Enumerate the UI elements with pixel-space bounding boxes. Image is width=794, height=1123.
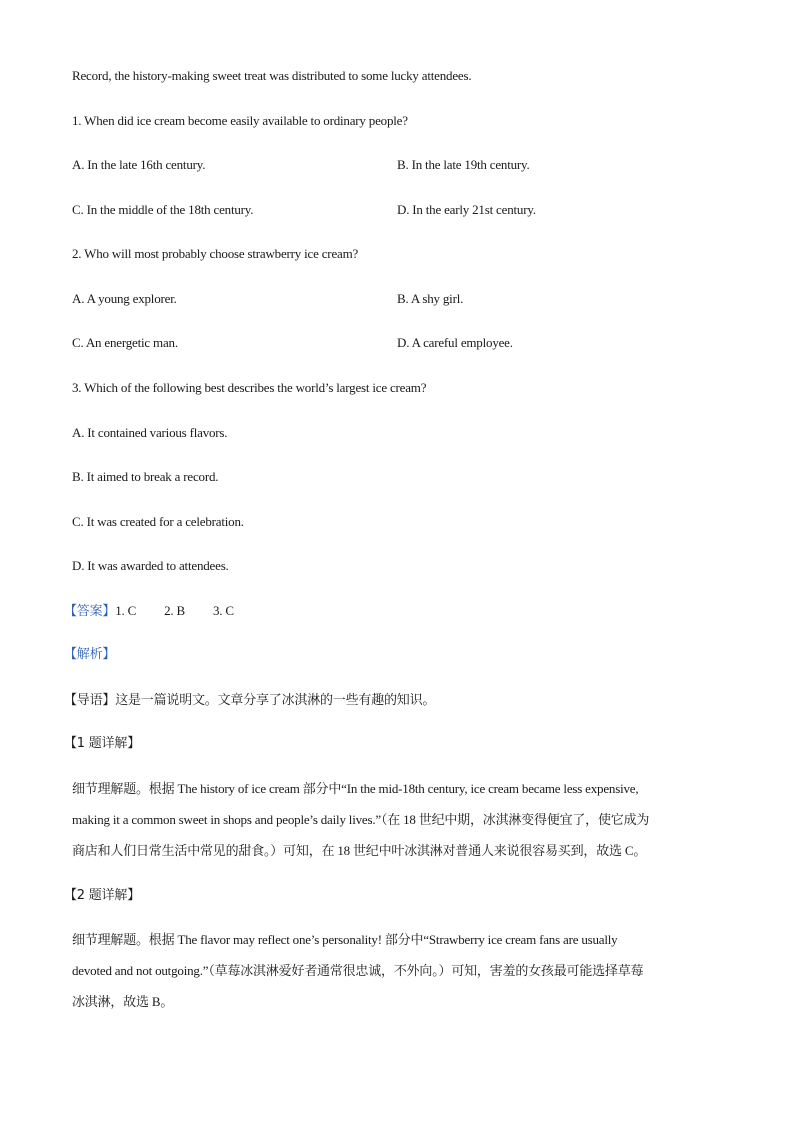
question-3-option-a: A. It contained various flavors. bbox=[72, 425, 228, 440]
question-1-option-d: D. In the early 21st century. bbox=[397, 202, 536, 217]
answer-item-2: 2. B bbox=[164, 603, 185, 618]
detail-2-line-1: 细节理解题。根据 The flavor may reflect one’s personality! 部分中“Strawberry ice cream fans are usually bbox=[72, 932, 618, 947]
question-1-stem: 1. When did ice cream become easily available to ordinary people? bbox=[72, 113, 408, 128]
question-1-option-b: B. In the late 19th century. bbox=[397, 157, 530, 172]
question-3-option-d: D. It was awarded to attendees. bbox=[72, 558, 229, 573]
detail-2-line-2: devoted and not outgoing.”（草莓冰淇淋爱好者通常很忠诚，不外向。）可知，害羞的女孩最可能选择草莓 bbox=[72, 963, 644, 978]
question-2-option-b: B. A shy girl. bbox=[397, 291, 464, 306]
answer-item-1: 1. C bbox=[115, 603, 137, 618]
detail-1-label: 【1 题详解】 bbox=[64, 736, 141, 751]
intro-line: Record, the history-making sweet treat was distributed to some lucky attendees. bbox=[72, 68, 472, 83]
detail-2-label: 【2 题详解】 bbox=[64, 888, 141, 903]
question-3-option-c: C. It was created for a celebration. bbox=[72, 514, 244, 529]
detail-1-line-1: 细节理解题。根据 The history of ice cream 部分中“In the mid-18th century, ice cream became less expensive, bbox=[72, 781, 639, 796]
question-2-option-d: D. A careful employee. bbox=[397, 335, 513, 350]
detail-2-line-3: 冰淇淋，故选 B。 bbox=[72, 994, 174, 1009]
question-3-stem: 3. Which of the following best describes the world’s largest ice cream? bbox=[72, 380, 427, 395]
answer-label: 【答案】 bbox=[64, 604, 116, 619]
question-1-option-c: C. In the middle of the 18th century. bbox=[72, 202, 254, 217]
guide-label: 【导语】 bbox=[64, 693, 116, 708]
answer-line bbox=[64, 603, 234, 620]
question-1-option-a: A. In the late 16th century. bbox=[72, 157, 206, 172]
question-3-option-b: B. It aimed to break a record. bbox=[72, 469, 219, 484]
guide-text: 这是一篇说明文。文章分享了冰淇淋的一些有趣的知识。 bbox=[115, 693, 436, 708]
question-2-option-c: C. An energetic man. bbox=[72, 335, 178, 350]
question-2-option-a: A. A young explorer. bbox=[72, 291, 177, 306]
detail-1-line-3: 商店和人们日常生活中常见的甜食。）可知，在 18 世纪中叶冰淇淋对普通人来说很容易买到，故选 C。 bbox=[72, 843, 647, 858]
guide-line bbox=[64, 692, 435, 709]
answer-item-3: 3. C bbox=[212, 603, 234, 618]
question-2-stem: 2. Who will most probably choose strawberry ice cream? bbox=[72, 246, 359, 261]
analysis-label: 【解析】 bbox=[64, 647, 116, 662]
detail-1-line-2: making it a common sweet in shops and people’s daily lives.”（在 18 世纪中期，冰淇淋变得便宜了，使它成为 bbox=[72, 812, 650, 827]
